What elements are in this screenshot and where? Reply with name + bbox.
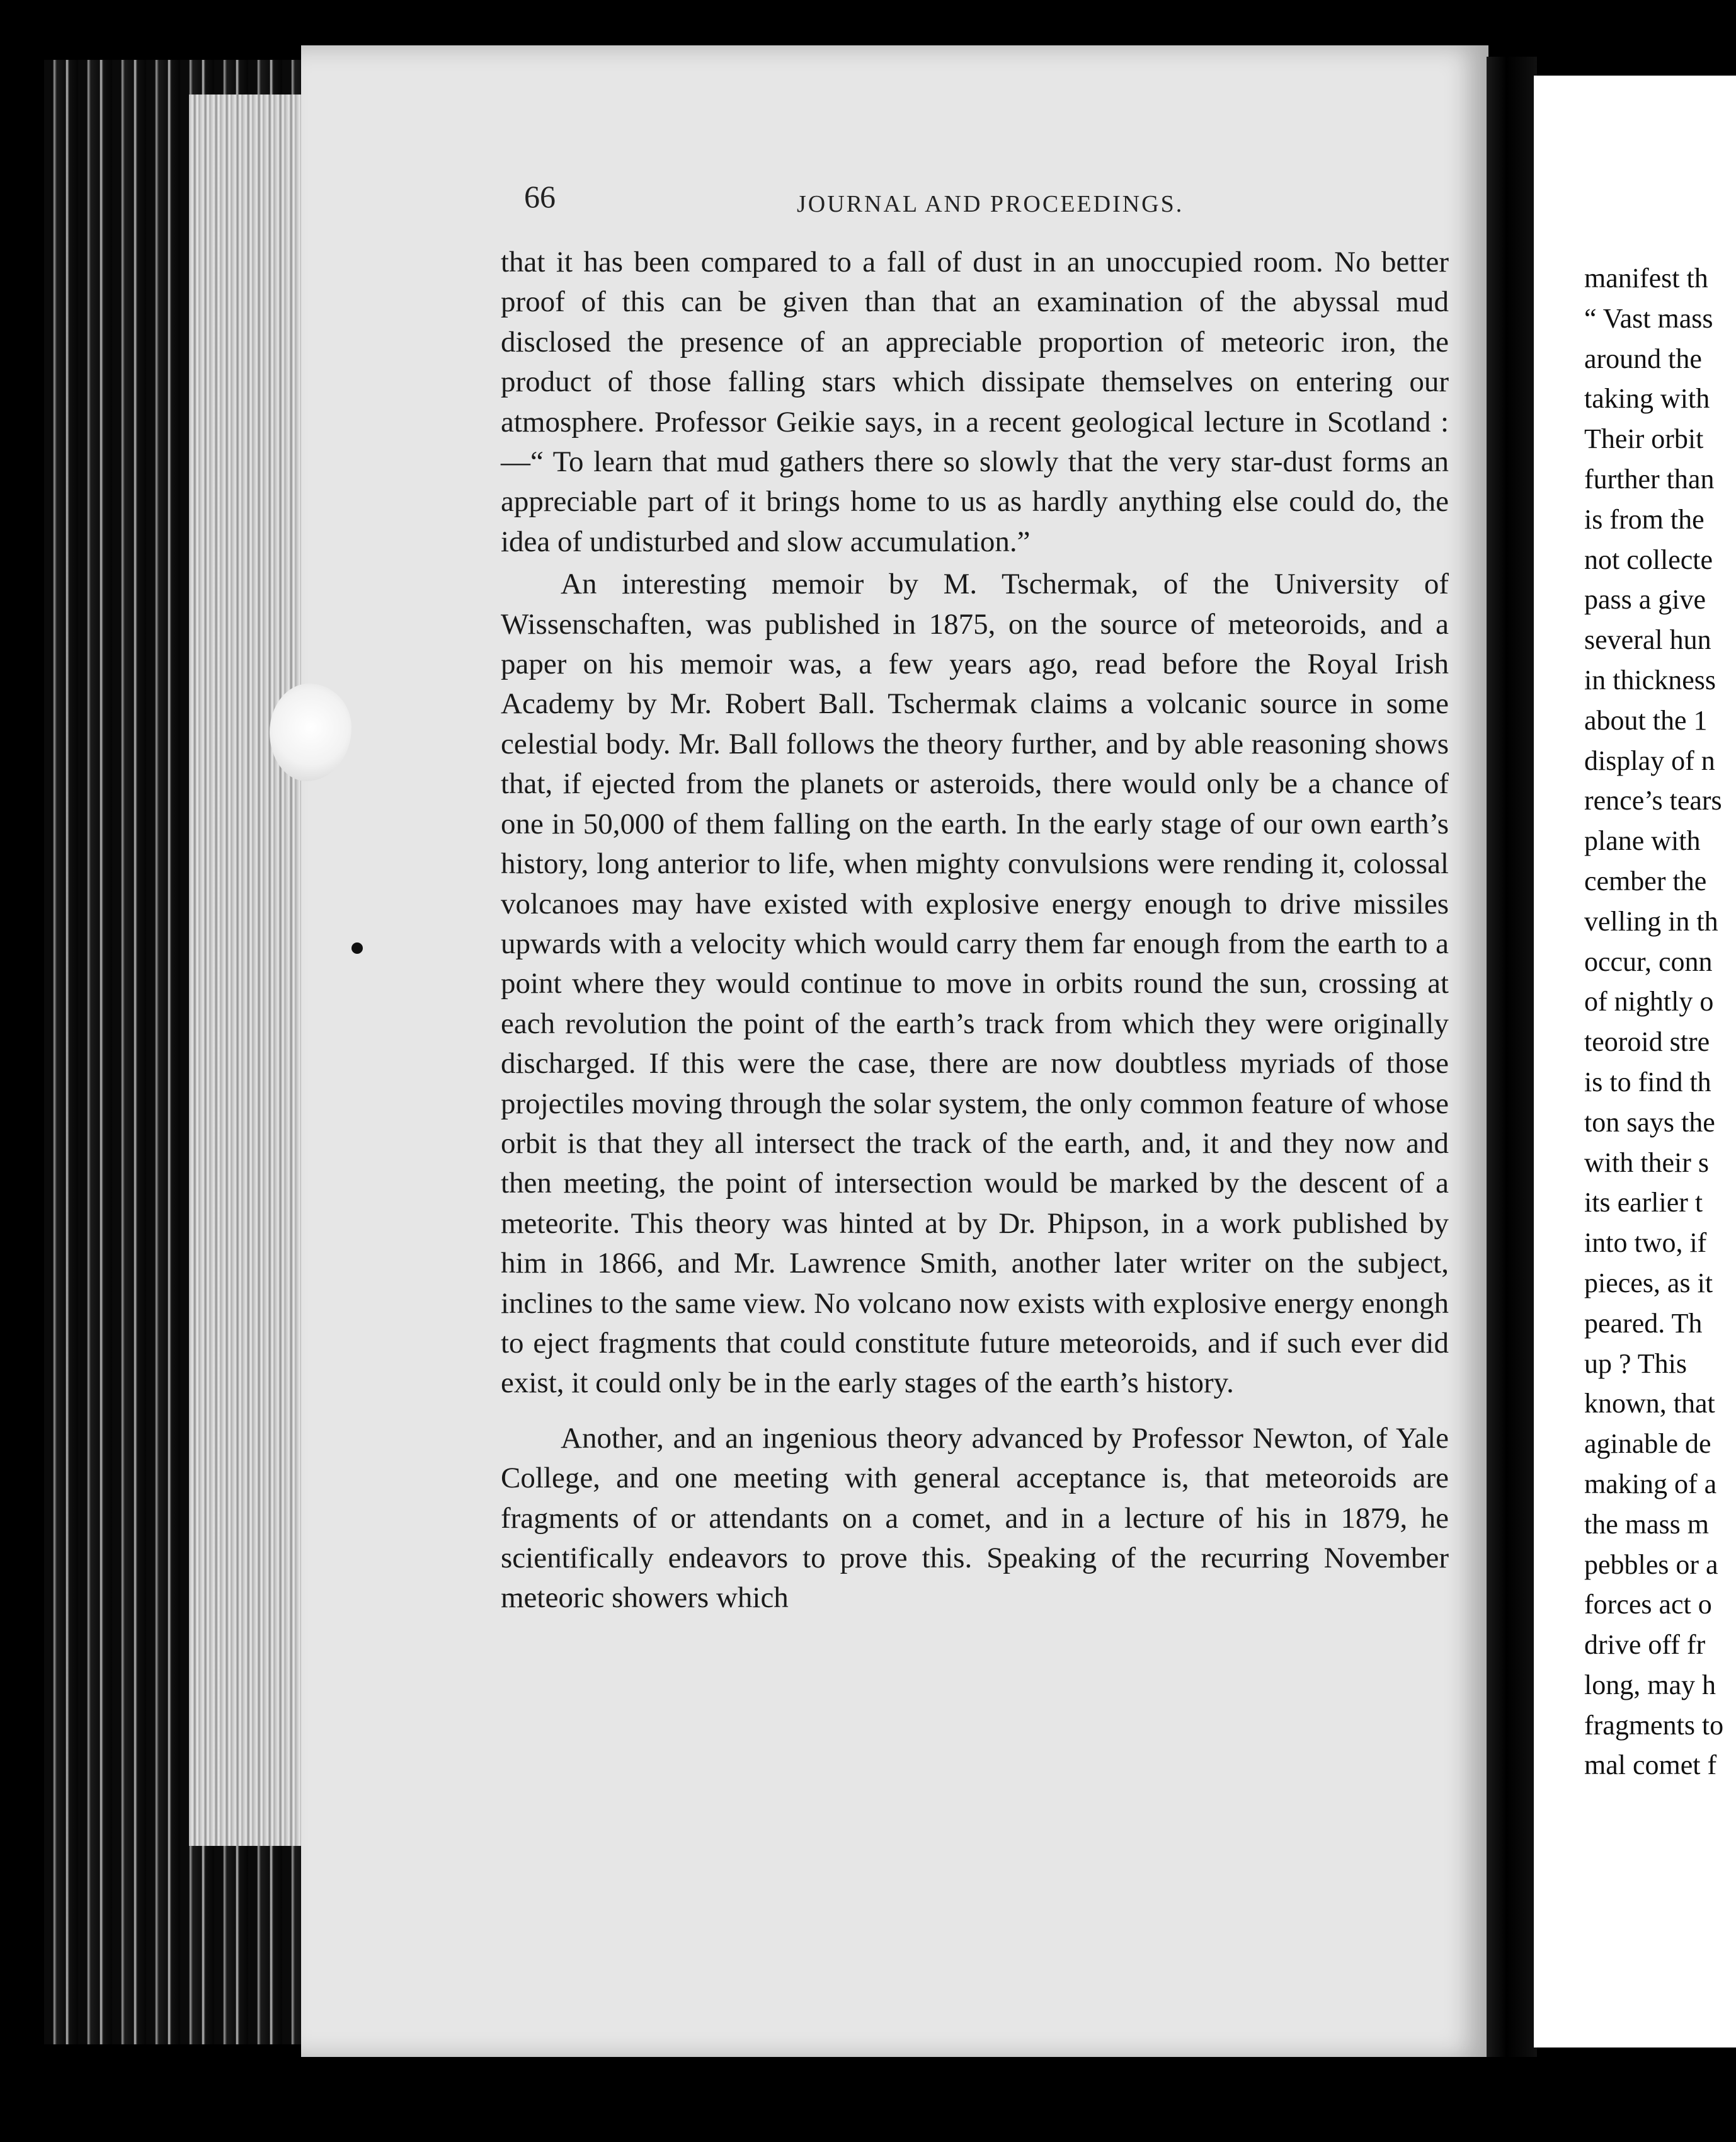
right-page-line: is to find th [1584, 1066, 1711, 1097]
right-page-line: display of n [1584, 745, 1715, 776]
right-page-line: taking with [1584, 383, 1710, 415]
ink-dot [351, 942, 363, 954]
right-page-line: drive off fr [1584, 1629, 1706, 1661]
right-page-line: plane with [1584, 825, 1701, 857]
right-page-text [1584, 258, 1736, 1785]
right-page-line: making of a [1584, 1468, 1717, 1499]
right-page-line: cember the [1584, 865, 1707, 896]
right-page-line: mal comet f [1584, 1750, 1717, 1781]
right-page-line: pieces, as it [1584, 1267, 1713, 1298]
right-page-line: pebbles or a [1584, 1549, 1718, 1580]
right-page-line: rence’s tears [1584, 785, 1722, 816]
right-page-line: manifest th [1584, 263, 1708, 294]
page-edges-light [189, 94, 302, 1846]
right-page-line: teoroid stre [1584, 1026, 1710, 1058]
right-page-line: velling in th [1584, 905, 1718, 937]
paragraph: that it has been compared to a fall of dust in an unoccupied room. No better proof of this can be given than that an examination of the abyssal mud disclosed the presence of an appreciable proportion of meteoric iron, the product of those falling stars which dissipate themselves on entering our atmosphere. Professor Geikie says, in a recent geological lecture in Scotland :—“ To learn that mud gathers there so slowly that the very star-dust forms an appreciable part of it brings home to us as hardly anything else could do, the idea of undisturbed and slow accumulation.” [501, 246, 1449, 558]
running-head: JOURNAL AND PROCEEDINGS. [797, 191, 1184, 217]
right-page-line: around the [1584, 343, 1702, 374]
right-page-line: of nightly o [1584, 986, 1714, 1017]
right-page-line: ton says the [1584, 1106, 1715, 1138]
right-page-line: occur, conn [1584, 946, 1713, 977]
right-page-line: forces act o [1584, 1589, 1712, 1620]
right-page-line: pass a give [1584, 584, 1706, 616]
right-page-line: long, may h [1584, 1669, 1716, 1700]
right-page-line: Their orbit [1584, 423, 1704, 455]
body-text [501, 243, 1449, 1618]
right-page-line: aginable de [1584, 1428, 1711, 1460]
right-page-line: not collecte [1584, 544, 1713, 575]
right-page-line: into two, if [1584, 1227, 1707, 1259]
right-page-line: the mass m [1584, 1508, 1709, 1540]
paragraph: An interesting memoir by M. Tschermak, of the University of Wissenschaften, was published in 1875, on the source of meteoroids, and a paper on his memoir was, a few years ago, read before the Royal Irish Academy by Mr. Robert Ball. Tschermak claims a volcanic source in some celestial body. Mr. Ball follows the theory further, and by able reasoning shows that, if ejected from the planets or asteroids, there would only be a chance of one in 50,000 of them falling on the earth. In the early stage of our own earth’s history, long anterior to life, when mighty convulsions were rending it, colossal volcanoes may have existed with explosive energy enough to drive missiles upwards with a velocity which would carry them far enough from the earth to a point where they would continue to move in orbits round the sun, crossing at each revolution the point of the earth’s track from which they were originally discharged. If this were the case, there are now doubtless myriads of those projectiles moving through the solar system, the only common feature of whose orbit is that they all intersect the track of the earth, and, it and they now and then meeting, the point of intersection would be marked by the descent of a meteorite. This theory was hinted at by Dr. Phipson, in a work published by him in 1866, and Mr. Lawrence Smith, another later writer on the subject, inclines to the same view. No volcano now exists with explosive energy enongh to eject fragments that could constitute future meteoroids, and if such ever did exist, it could only be in the early stages of the earth’s history. [501, 568, 1449, 1400]
right-page-line: “ Vast mass [1584, 302, 1713, 334]
right-page-line: up ? This [1584, 1348, 1687, 1379]
scan-bottom-border [0, 2057, 1736, 2142]
book-gutter [1487, 57, 1537, 2060]
paragraph: Another, and an ingenious theory advanced by Professor Newton, of Yale College, and one meeting with general acceptance is, that meteoroids are fragments of or attendants on a comet, and in a lecture of his in 1879, he scientifically endeavors to prove this. Speaking of the recurring November meteoric showers which [501, 1421, 1449, 1615]
right-page-line: in thickness [1584, 664, 1716, 696]
right-page-line: about the 1 [1584, 704, 1708, 736]
right-page-line: peared. Th [1584, 1307, 1703, 1339]
right-page-line: with their s [1584, 1147, 1709, 1178]
right-page-line: further than [1584, 463, 1715, 495]
right-page-line: is from the [1584, 503, 1705, 535]
page-number: 66 [524, 179, 556, 214]
right-page-line: known, that [1584, 1388, 1715, 1419]
right-page-line: its earlier t [1584, 1187, 1703, 1218]
right-page-line: several hun [1584, 624, 1711, 656]
right-page-line: fragments to [1584, 1709, 1724, 1741]
